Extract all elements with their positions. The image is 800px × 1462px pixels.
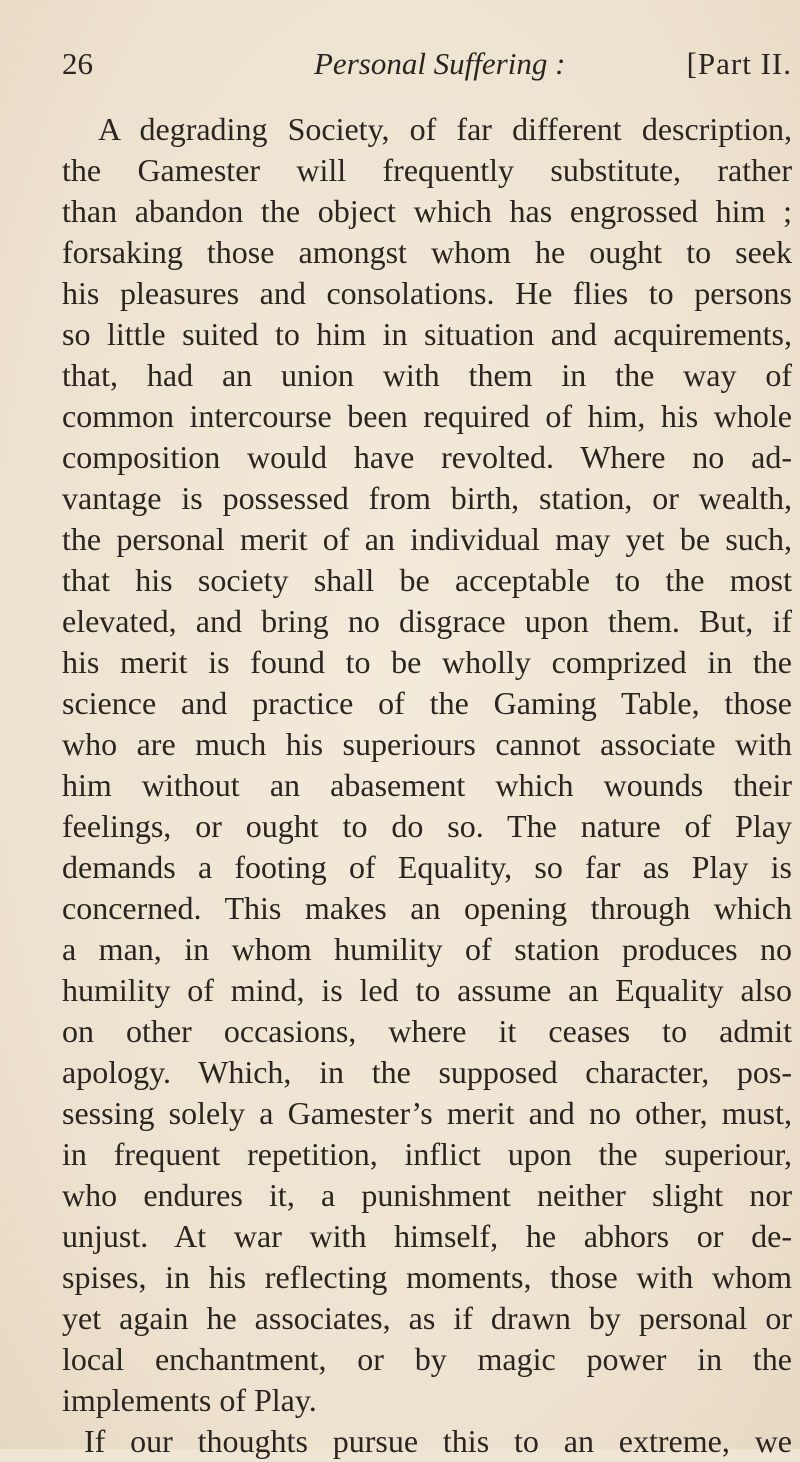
text-line: humility of mind, is led to assume an Equality also: [62, 972, 792, 1008]
text-line: him without an abasement which wounds their: [62, 767, 792, 803]
text-line: feelings, or ought to do so. The nature of Play: [62, 808, 792, 844]
text-line: in frequent repetition, inflict upon the superiour,: [62, 1136, 792, 1172]
text-line: If our thoughts pursue this to an extreme, we: [84, 1423, 792, 1459]
text-line: that his society shall be acceptable to the most: [62, 562, 792, 598]
text-line: that, had an union with them in the way of: [62, 357, 792, 393]
text-line: who are much his superiours cannot associate with: [62, 726, 792, 762]
text-line: so little suited to him in situation and acquirements,: [62, 316, 792, 352]
text-line: science and practice of the Gaming Table, those: [62, 685, 792, 721]
text-line: concerned. This makes an opening through which: [62, 890, 792, 926]
text-line: vantage is possessed from birth, station, or wealth,: [62, 480, 792, 516]
text-line: composition would have revolted. Where no ad-: [62, 439, 792, 475]
text-line: the personal merit of an individual may yet be such,: [62, 521, 792, 557]
text-line: who endures it, a punishment neither slight nor: [62, 1177, 792, 1213]
text-line: yet again he associates, as if drawn by personal or: [62, 1300, 792, 1336]
text-line: elevated, and bring no disgrace upon them. But, if: [62, 603, 792, 639]
body-text: [62, 109, 792, 1462]
text-line: apology. Which, in the supposed character, pos-: [62, 1054, 792, 1090]
running-title: Personal Suffering :: [314, 46, 566, 81]
part-label: [Part II.: [686, 46, 792, 81]
text-line: unjust. At war with himself, he abhors or de-: [62, 1218, 792, 1254]
text-line: on other occasions, where it ceases to admit: [62, 1013, 792, 1049]
page-number: 26: [62, 46, 93, 81]
text-line: common intercourse been required of him, his whole: [62, 398, 792, 434]
text-line: forsaking those amongst whom he ought to seek: [62, 234, 792, 270]
text-line: his merit is found to be wholly comprized in the: [62, 644, 792, 680]
text-line: the Gamester will frequently substitute, rather: [62, 152, 792, 188]
text-line: spises, in his reflecting moments, those with whom: [62, 1259, 792, 1295]
text-line: A degrading Society, of far different description,: [98, 111, 792, 147]
text-line: implements of Play.: [62, 1382, 317, 1418]
text-line: his pleasures and consolations. He flies to persons: [62, 275, 792, 311]
text-line: local enchantment, or by magic power in the: [62, 1341, 792, 1377]
text-line: demands a footing of Equality, so far as Play is: [62, 849, 792, 885]
text-line: sessing solely a Gamester’s merit and no other, must,: [62, 1095, 792, 1131]
text-line: than abandon the object which has engrossed him ;: [62, 193, 792, 229]
page-header: [62, 46, 792, 90]
text-line: a man, in whom humility of station produces no: [62, 931, 792, 967]
